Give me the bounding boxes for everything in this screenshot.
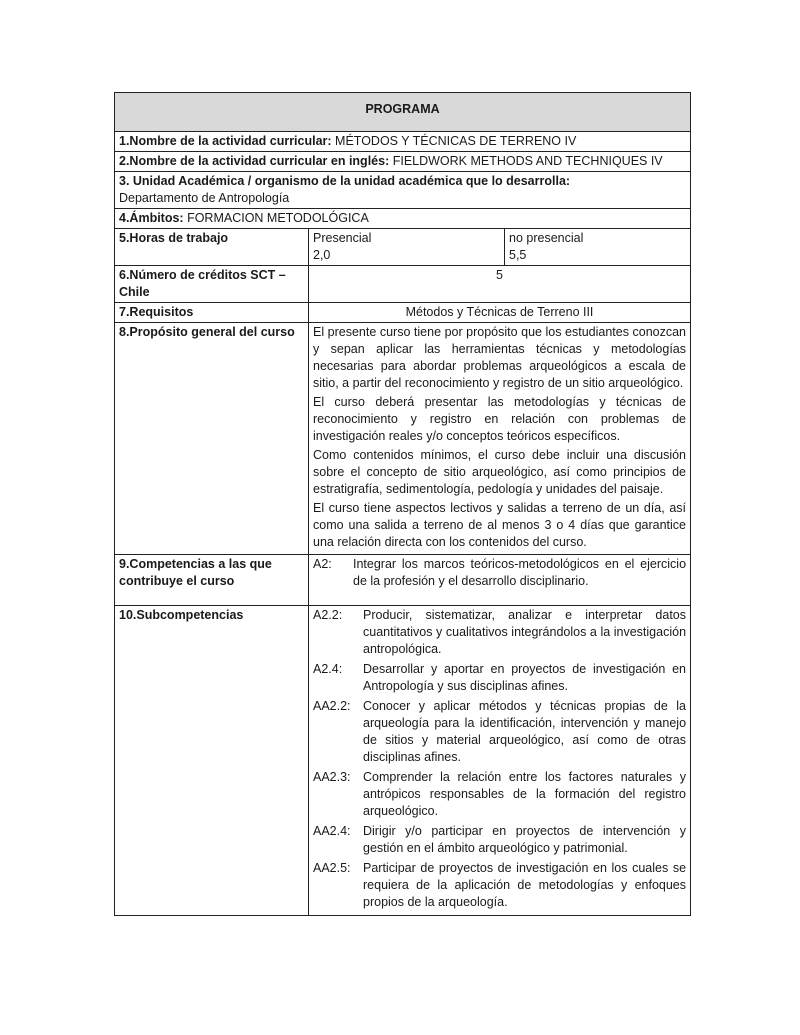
subcompetencia-item: AA2.2: Conocer y aplicar métodos y técnicas propias de la arqueología para la identificación, intervención y manejo de sitios y material arqueológico, así como de otras disciplinas afines.: [313, 699, 687, 764]
nombre-en-label: 2.Nombre de la actividad curricular en inglés:: [119, 154, 390, 168]
presencial-value: 2,0: [313, 248, 331, 262]
program-table: [114, 92, 691, 916]
ambitos-label: 4.Ámbitos:: [119, 211, 184, 225]
nombre-label: 1.Nombre de la actividad curricular:: [119, 134, 332, 148]
subcompetencia-item: A2.2: Producir, sistematizar, analizar e interpretar datos cuantitativos y cualitativos integrándolos a la investigación antropológica.: [313, 608, 687, 656]
subcompetencia-item: AA2.4: Dirigir y/o participar en proyectos de intervención y gestión en el ámbito arqueológico y patrimonial.: [313, 824, 687, 855]
horas-presencial: [309, 229, 505, 266]
competencia-text: Integrar los marcos teóricos-metodológicos en el ejercicio de la profesión y el desarrollo disciplinario.: [353, 557, 687, 588]
competencias-content: [309, 555, 691, 606]
competencia-code: A2:: [313, 557, 332, 571]
row-nombre-en: [115, 152, 691, 172]
proposito-label: 8.Propósito general del curso: [115, 323, 309, 555]
ambitos-value: FORMACION METODOLÓGICA: [183, 211, 369, 225]
no-presencial-label: no presencial: [509, 231, 584, 245]
unidad-value: Departamento de Antropología: [119, 191, 290, 205]
horas-no-presencial: [505, 229, 691, 266]
presencial-label: Presencial: [313, 231, 372, 245]
subcompetencia-item: AA2.5: Participar de proyectos de investigación en los cuales se requiera de la aplicación de metodologías y enfoques propios de la arqueología.: [313, 861, 687, 909]
unidad-label: 3. Unidad Académica / organismo de la unidad académica que lo desarrolla:: [119, 174, 571, 188]
proposito-paragraph: El curso tiene aspectos lectivos y salidas a terreno de un día, así como una salida a terreno de al menos 3 o 4 días que garantice una relación directa con los contenidos del curso.: [313, 501, 687, 549]
creditos-value: 5: [309, 266, 691, 303]
nombre-en-value: FIELDWORK METHODS AND TECHNIQUES IV: [389, 154, 663, 168]
nombre-value: MÉTODOS Y TÉCNICAS DE TERRENO IV: [331, 134, 577, 148]
subcompetencias-content: [309, 606, 691, 916]
subcompetencia-item: A2.4: Desarrollar y aportar en proyectos de investigación en Antropología y sus disciplinas afines.: [313, 662, 687, 693]
proposito-paragraph: El curso deberá presentar las metodologías y técnicas de reconocimiento y registro en relación con problemas de investigación reales y/o conceptos teóricos específicos.: [313, 395, 687, 443]
requisitos-value: Métodos y Técnicas de Terreno III: [309, 303, 691, 323]
proposito-paragraph: Como contenidos mínimos, el curso debe incluir una discusión sobre el concepto de sitio arqueológico, así como principios de estratigrafía, sedimentología, pedología y unidades del paisaje.: [313, 448, 687, 496]
horas-label: 5.Horas de trabajo: [115, 229, 309, 266]
row-ambitos: [115, 209, 691, 229]
row-unidad: [115, 172, 691, 209]
proposito-paragraph: El presente curso tiene por propósito que los estudiantes conozcan y sepan aplicar las herramientas técnicas y metodologías necesarias para abordar problemas arqueológicos a escala de sitio, a partir del reconocimiento y registro de un sitio arqueológico.: [313, 325, 687, 390]
row-nombre: [115, 132, 691, 152]
requisitos-label: 7.Requisitos: [115, 303, 309, 323]
proposito-content: [309, 323, 691, 555]
table-header: PROGRAMA: [115, 93, 691, 132]
creditos-label: 6.Número de créditos SCT – Chile: [115, 266, 309, 303]
competencias-label: 9.Competencias a las que contribuye el curso: [115, 555, 309, 606]
subcompetencia-item: AA2.3: Comprender la relación entre los factores naturales y antrópicos responsables de la formación del registro arqueológico.: [313, 770, 687, 818]
subcompetencias-label: 10.Subcompetencias: [115, 606, 309, 916]
no-presencial-value: 5,5: [509, 248, 527, 262]
